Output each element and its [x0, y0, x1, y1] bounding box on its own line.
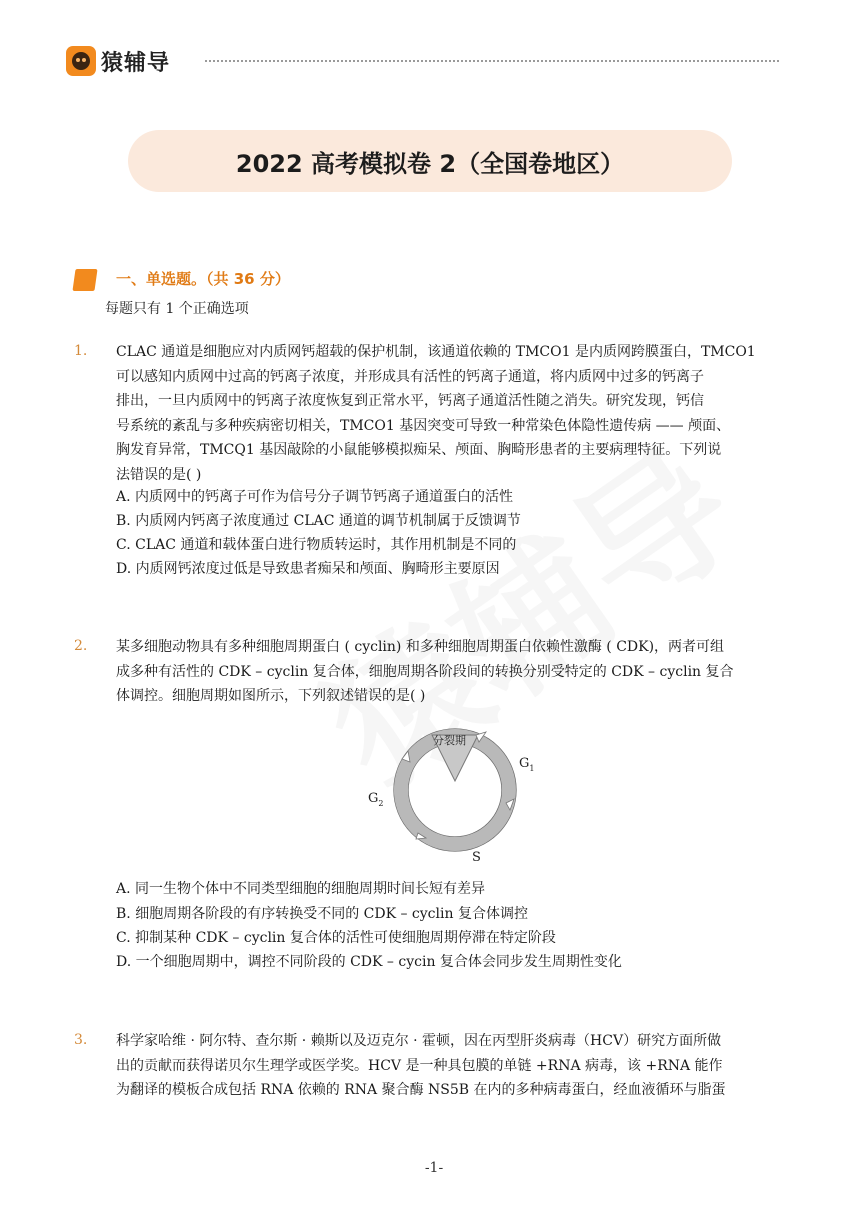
question-line: 某多细胞动物具有多种细胞周期蛋白 ( cyclin) 和多种细胞周期蛋白依赖性激酶 ( CDK)，两者可组: [116, 639, 725, 655]
question-line: 排出，一旦内质网中的钙离子浓度恢复到正常水平，钙离子通道活性随之消失。研究发现，钙信: [116, 393, 704, 409]
question-1-option-b[interactable]: B. 内质网内钙离子浓度通过 CLAC 通道的调节机制属于反馈调节: [116, 513, 521, 529]
question-1-stem: [116, 340, 816, 487]
section-title: 一、单选题。（共 36 分）: [116, 270, 290, 288]
question-3-stem: [116, 1029, 816, 1103]
s-label: S: [472, 850, 481, 865]
brand-logo: [66, 45, 170, 77]
question-2-number: 2.: [74, 638, 88, 654]
mitosis-label: 分裂期: [433, 734, 466, 747]
question-3-number: 3.: [74, 1032, 88, 1048]
question-line: CLAC 通道是细胞应对内质网钙超载的保护机制，该通道依赖的 TMCO1 是内质网跨膜蛋白，TMCO1: [116, 344, 756, 360]
exam-title: 2022 高考模拟卷 2（全国卷地区）: [235, 149, 625, 178]
question-1-option-d[interactable]: D. 内质网钙浓度过低是导致患者痴呆和颅面、胸畸形主要原因: [116, 561, 500, 577]
page-number: -1-: [424, 1160, 444, 1176]
question-2-stem: [116, 635, 816, 709]
question-1-option-c[interactable]: C. CLAC 通道和载体蛋白进行物质转运时，其作用机制是不同的: [116, 537, 517, 553]
question-line: 出的贡献而获得诺贝尔生理学或医学奖。HCV 是一种具包膜的单链 +RNA 病毒，该 +RNA 能作: [116, 1057, 723, 1074]
question-line: 科学家哈维 · 阿尔特、查尔斯 · 赖斯以及迈克尔 · 霍顿，因在丙型肝炎病毒（HCV）研究方面所做: [116, 1033, 722, 1049]
question-line: 胸发育异常，TMCQ1 基因敲除的小鼠能够模拟痴呆、颅面、胸畸形患者的主要病理特征。下列说: [116, 442, 722, 458]
exam-title-banner: [128, 130, 732, 192]
g1-label: $G_1$: [519, 756, 535, 773]
question-line: 可以感知内质网中过高的钙离子浓度，并形成具有活性的钙离子通道，将内质网中过多的钙离子: [116, 368, 704, 385]
brand-name: 猿辅导: [101, 50, 171, 76]
question-2-option-b[interactable]: B. 细胞周期各阶段的有序转换受不同的 CDK – cyclin 复合体调控: [116, 906, 528, 922]
question-line: 为翻译的模板合成包括 RNA 依赖的 RNA 聚合酶 NS5B 在内的多种病毒蛋白，经血液循环与脂蛋: [116, 1082, 726, 1098]
question-line: 号系统的紊乱与多种疾病密切相关，TMCO1 基因突变可导致一种常染色体隐性遗传病 —— 颅面、: [116, 417, 731, 434]
g2-label: $G_2$: [368, 791, 384, 808]
question-line: 成多种有活性的 CDK – cyclin 复合体，细胞周期各阶段间的转换分别受特定的 CDK – cyclin 复合: [116, 663, 734, 680]
question-2-option-a[interactable]: A. 同一生物个体中不同类型细胞的细胞周期时间长短有差异: [116, 881, 486, 897]
question-line: 体调控。细胞周期如图所示，下列叙述错误的是( ): [116, 688, 426, 704]
header-dotted-rule: [205, 60, 779, 62]
question-2-option-d[interactable]: D. 一个细胞周期中，调控不同阶段的 CDK – cycin 复合体会同步发生周期性变化: [116, 954, 622, 970]
monkey-logo-icon: [66, 46, 96, 76]
question-1-option-a[interactable]: A. 内质网中的钙离子可作为信号分子调节钙离子通道蛋白的活性: [116, 489, 514, 505]
cell-cycle-diagram: [360, 715, 550, 870]
section-instruction: 每题只有 1 个正确选项: [105, 301, 249, 317]
section-marker-icon: [72, 269, 97, 291]
question-line: 法错误的是( ): [116, 466, 202, 483]
question-2-option-c[interactable]: C. 抑制某种 CDK – cyclin 复合体的活性可使细胞周期停滞在特定阶段: [116, 930, 556, 946]
question-1-number: 1.: [74, 343, 88, 359]
